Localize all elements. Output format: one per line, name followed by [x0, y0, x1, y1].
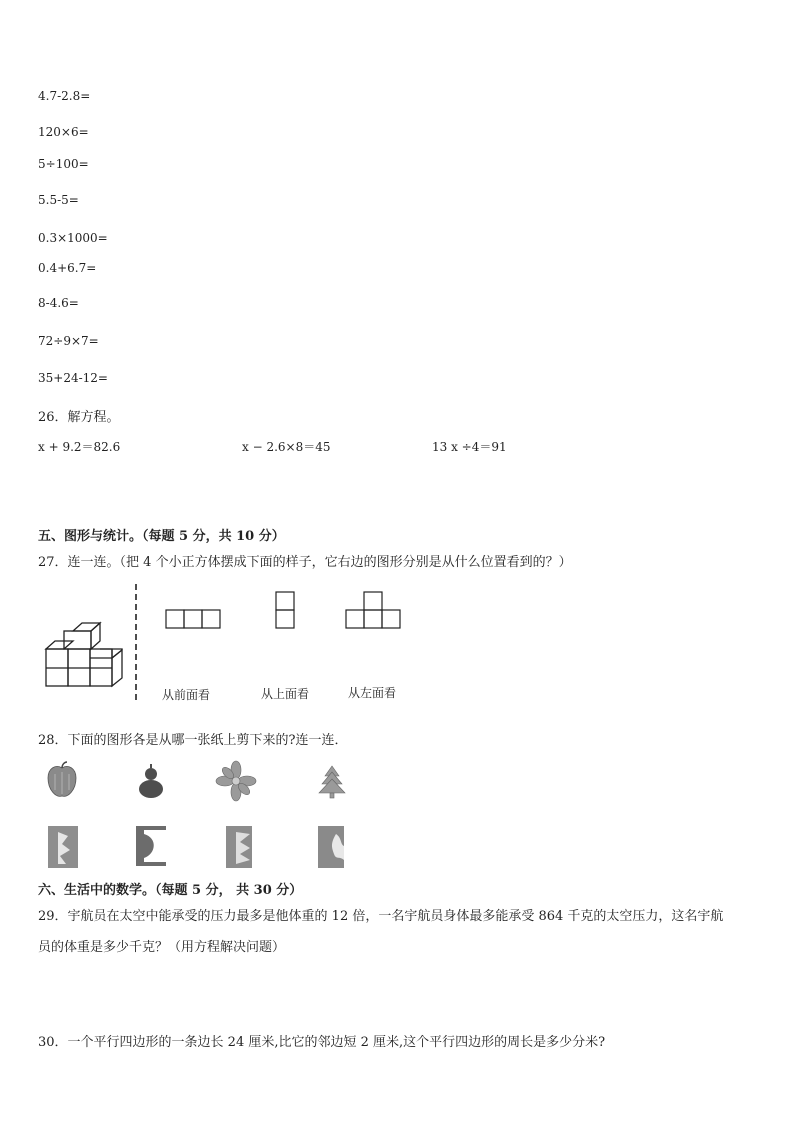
- equation-2: x − 2.6×8＝45: [242, 440, 331, 454]
- paper-cut-4-icon: [318, 826, 344, 868]
- view-label-front: 从前面看: [162, 688, 211, 702]
- calc-item: 35+24-12=: [38, 371, 108, 385]
- question-28-text: 28．下面的图形各是从哪一张纸上剪下来的?连一连．: [38, 733, 348, 748]
- view-label-left: 从左面看: [348, 686, 397, 700]
- question-29-line2: 员的体重是多少千克？（用方程解决问题）: [38, 940, 286, 955]
- calc-item: 0.4+6.7=: [38, 261, 97, 275]
- paper-cut-2-icon: [136, 826, 166, 866]
- view-label-top: 从上面看: [261, 687, 310, 701]
- paper-cut-figures: [40, 762, 360, 872]
- equation-1: x + 9.2＝82.6: [38, 440, 121, 454]
- calc-item: 0.3×1000=: [38, 231, 108, 245]
- apple-shape-icon: [48, 762, 76, 796]
- calc-item: 120×6=: [38, 125, 89, 139]
- calc-item: 4.7-2.8=: [38, 89, 91, 103]
- question-26-title: 26．解方程。: [38, 410, 120, 425]
- question-30-text: 30．一个平行四边形的一条边长 24 厘米,比它的邻边短 2 厘米,这个平行四边形的周长是多少分米?: [38, 1035, 606, 1050]
- section-6-title: 六、生活中的数学。（每题 5 分， 共 30 分）: [38, 883, 303, 898]
- section-5-title: 五、图形与统计。（每题 5 分，共 10 分）: [38, 529, 285, 544]
- tree-shape-icon: [319, 766, 345, 798]
- calc-item: 5÷100=: [38, 157, 89, 171]
- flower-shape-icon: [216, 761, 256, 801]
- question-27-text: 27．连一连。（把 4 个小正方体摆成下面的样子，它右边的图形分别是从什么位置看到的？）: [38, 555, 572, 570]
- calc-item: 5.5-5=: [38, 193, 79, 207]
- calc-item: 72÷9×7=: [38, 334, 99, 348]
- front-view: [166, 610, 220, 628]
- gourd-shape-icon: [139, 764, 163, 798]
- top-view: [276, 592, 294, 628]
- equation-3: 13 x ÷4＝91: [432, 440, 507, 454]
- left-view: [346, 592, 400, 628]
- calc-item: 8-4.6=: [38, 296, 79, 310]
- question-29-line1: 29．宇航员在太空中能承受的压力最多是他体重的 12 倍，一名宇航员身体最多能承受 864 千克的太空压力，这名宇航: [38, 909, 724, 924]
- paper-cut-1-icon: [48, 826, 78, 868]
- paper-cut-3-icon: [226, 826, 252, 868]
